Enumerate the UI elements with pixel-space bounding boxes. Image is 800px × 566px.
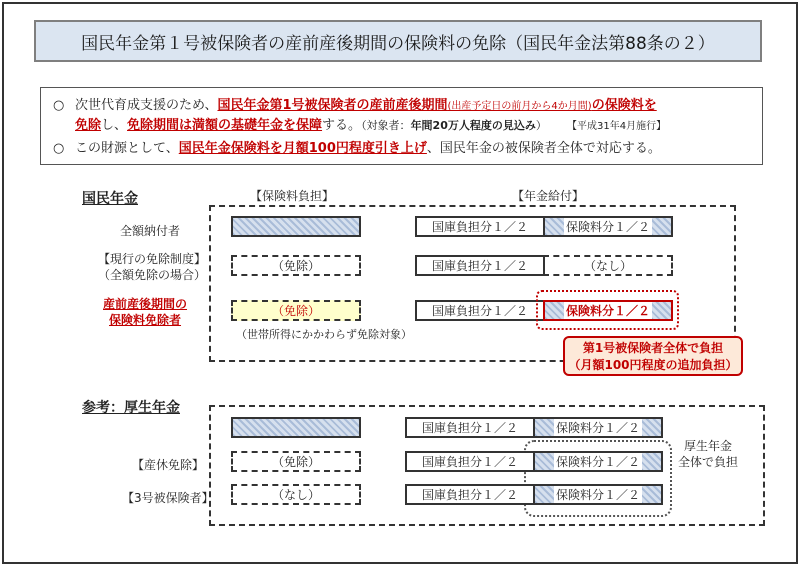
row-label-full-payer: 全額納付者 xyxy=(120,224,181,238)
exemption-note: （世帯所得にかかわらず免除対象） xyxy=(236,328,412,341)
premium-bar xyxy=(231,216,361,237)
callout-line-1: 第1号被保険者全体で負担 xyxy=(582,341,724,355)
perinatal-exempt-box: （免除） xyxy=(231,300,361,321)
national-share-box: 国庫負担分１／２ xyxy=(415,255,545,276)
page-title: 国民年金第１号被保険者の産前産後期間の保険料の免除（国民年金法第88条の２） xyxy=(34,20,762,62)
exempt-box: （免除） xyxy=(231,255,361,276)
bullet-mark: ○ xyxy=(53,141,65,156)
section-title-employee-pension: 参考：厚生年金 xyxy=(82,400,180,416)
premium-share-box-highlight xyxy=(543,300,673,321)
highlight-text: 免除期間は満額の基礎年金を保障 xyxy=(127,118,323,133)
column-header-premium: 【保険料負担】 xyxy=(250,189,335,203)
bold-text: 年間20万人程度の見込み xyxy=(410,119,536,132)
premium-bar xyxy=(231,417,361,438)
row-label-maternity-exemption: 【産休免除】 xyxy=(132,458,205,472)
column-header-benefit: 【年金給付】 xyxy=(512,189,585,203)
summary-line-1 xyxy=(75,96,657,117)
premium-share-box xyxy=(533,451,663,472)
national-share-box: 国庫負担分１／２ xyxy=(405,484,535,505)
national-share-box: 国庫負担分１／２ xyxy=(405,451,535,472)
none-box: （なし） xyxy=(231,484,361,505)
text: し、 xyxy=(101,118,128,133)
national-share-box: 国庫負担分１／２ xyxy=(415,300,545,321)
premium-share-box xyxy=(543,216,673,237)
text: ） xyxy=(535,119,547,132)
burden-callout xyxy=(563,336,743,376)
summary-line-2 xyxy=(75,116,666,137)
none-box: （なし） xyxy=(543,255,673,276)
text: この財源として、 xyxy=(75,141,179,156)
highlight-text: 国民年金第1号被保険者の産前産後期間 xyxy=(217,98,448,113)
text: する。 xyxy=(322,118,362,133)
premium-share-box xyxy=(533,484,663,505)
section-title-national: 国民年金 xyxy=(82,191,138,207)
national-share-box: 国庫負担分１／２ xyxy=(405,417,535,438)
summary-line-3 xyxy=(75,139,661,159)
side-note-line-1: 厚生年金 xyxy=(684,439,733,453)
employee-side-note xyxy=(678,438,738,470)
premium-share-box xyxy=(533,417,663,438)
row-label-current-exemption: 【現行の免除制度】 xyxy=(98,252,207,266)
text: （対象者： xyxy=(361,119,411,132)
note-text: (出産予定日の前月から4か月間) xyxy=(447,101,592,112)
text: 次世代育成支援のため、 xyxy=(75,98,218,113)
effective-date: 【平成31年4月施行】 xyxy=(567,121,667,132)
premium-share-label: 保険料分１／２ xyxy=(555,455,640,469)
premium-share-label: 保険料分１／２ xyxy=(565,304,650,318)
row-label-full-exemption: （全額免除の場合） xyxy=(98,268,207,282)
premium-share-label: 保険料分１／２ xyxy=(555,421,640,435)
text: 、国民年金の被保険者全体で対応する。 xyxy=(426,141,661,156)
row-label-perinatal: 産前産後期間の xyxy=(103,297,188,311)
summary-box xyxy=(40,87,763,165)
row-label-category-3: 【3号被保険者】 xyxy=(122,491,214,505)
national-share-box: 国庫負担分１／２ xyxy=(415,216,545,237)
side-note-line-2: 全体で負担 xyxy=(678,455,739,469)
highlight-text: 免除 xyxy=(75,118,102,133)
premium-share-label: 保険料分１／２ xyxy=(555,488,640,502)
highlight-text: の保険料を xyxy=(591,98,657,113)
highlight-text: 国民年金保険料を月額100円程度引き上げ xyxy=(178,141,427,156)
callout-line-2: （月額100円程度の追加負担） xyxy=(568,358,738,372)
premium-share-label: 保険料分１／２ xyxy=(565,220,650,234)
row-label-perinatal-exempt: 保険料免除者 xyxy=(109,313,182,327)
exempt-box: （免除） xyxy=(231,451,361,472)
bullet-mark: ○ xyxy=(53,98,65,113)
